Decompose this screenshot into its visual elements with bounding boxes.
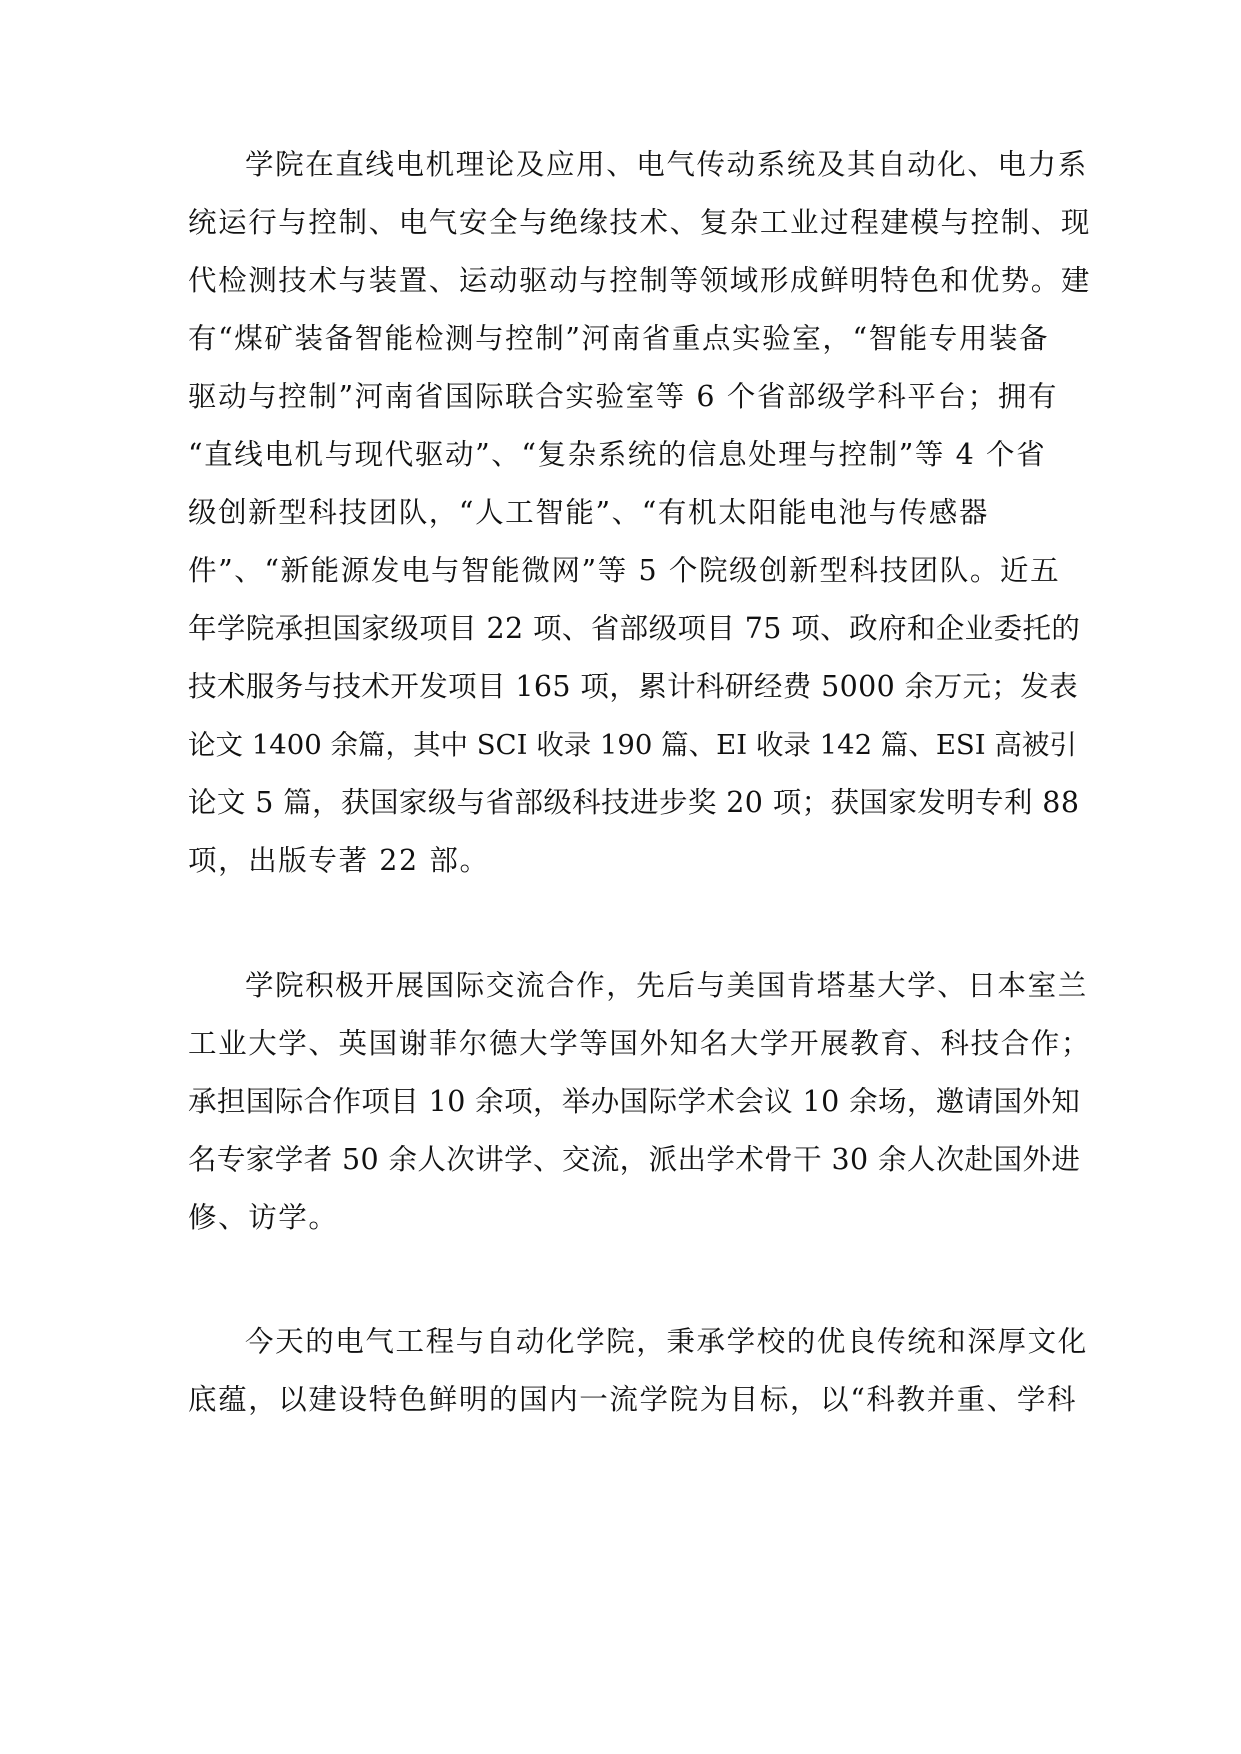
text-line: “直线电机与现代驱动”、“复杂系统的信息处理与控制”等 4 个省 [188,438,1047,471]
text-line: 名专家学者 50 余人次讲学、交流，派出学术骨干 30 余人次赴国外进 [188,1143,1081,1176]
text-line: 论文 1400 余篇，其中 SCI 收录 190 篇、EI 收录 142 篇、ESI 高被引 [188,729,1077,761]
text-line: 学院在直线电机理论及应用、电气传动系统及其自动化、电力系 [245,148,1088,181]
text-line: 代检测技术与装置、运动驱动与控制等领域形成鲜明特色和优势。建 [188,264,1092,297]
text-line: 论文 5 篇，获国家级与省部级科技进步奖 20 项；获国家发明专利 88 [188,786,1080,819]
text-line: 工业大学、英国谢菲尔德大学等国外知名大学开展教育、科技合作； [188,1027,1092,1060]
text-line: 今天的电气工程与自动化学院，秉承学校的优良传统和深厚文化 [245,1325,1088,1358]
text-line: 底蕴，以建设特色鲜明的国内一流学院为目标，以“科教并重、学科 [188,1383,1078,1416]
text-line: 修、访学。 [188,1201,339,1234]
text-line: 级创新型科技团队，“人工智能”、“有机太阳能电池与传感器 [188,496,990,529]
text-line: 年学院承担国家级项目 22 项、省部级项目 75 项、政府和企业委托的 [188,612,1081,645]
text-line: 学院积极开展国际交流合作，先后与美国肯塔基大学、日本室兰 [245,969,1088,1002]
text-line: 承担国际合作项目 10 余项，举办国际学术会议 10 余场，邀请国外知 [188,1085,1081,1118]
text-line: 件”、“新能源发电与智能微网”等 5 个院级创新型科技团队。近五 [188,554,1061,587]
text-line: 技术服务与技术开发项目 165 项，累计科研经费 5000 余万元；发表 [188,670,1079,703]
text-line: 有“煤矿装备智能检测与控制”河南省重点实验室，“智能专用装备 [188,322,1050,355]
text-line: 统运行与控制、电气安全与绝缘技术、复杂工业过程建模与控制、现 [188,206,1092,239]
text-line: 项，出版专著 22 部。 [188,844,490,877]
text-line: 驱动与控制”河南省国际联合实验室等 6 个省部级学科平台；拥有 [188,380,1058,413]
